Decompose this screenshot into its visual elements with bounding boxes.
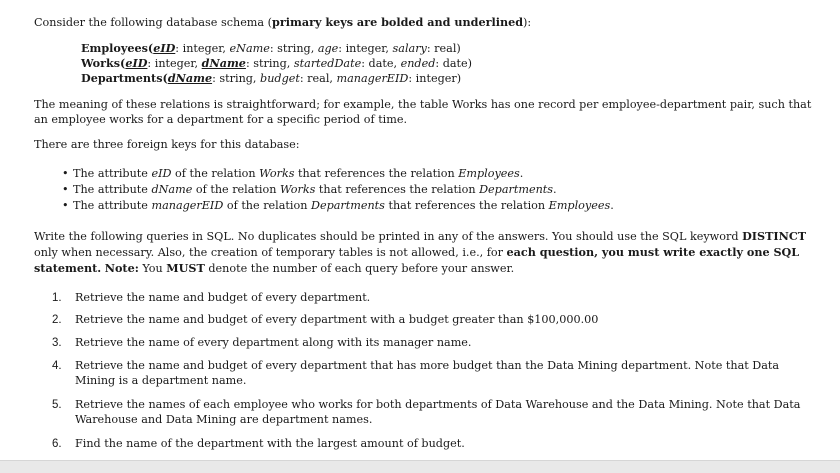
bullet-icon: • (62, 183, 69, 196)
question-number: 3. (52, 337, 62, 349)
attr-type: : real, (299, 72, 337, 85)
fk-relation: Departments (310, 199, 385, 212)
schema-intro (34, 15, 531, 31)
attr-name: ended (400, 57, 436, 70)
question-text: Retrieve the names of each employee who works for both departments of Data Warehouse and the Data Mining. Note that Data Warehouse and Data Mining are department names. (75, 398, 801, 426)
instr-bold: DISTINCT (742, 229, 807, 243)
question-text: Retrieve the name and budget of every department. (75, 291, 371, 304)
fk-attr: eID (151, 167, 172, 180)
relation-name: Employees( (81, 41, 154, 55)
question-text: Retrieve the name and budget of every department that has more budget than the Data Mining department. Note that Data Mining is a department name. (75, 359, 780, 387)
question-number: 1. (52, 292, 62, 304)
attr-type: : date, (361, 57, 401, 70)
relation-name: Departments( (81, 71, 168, 85)
schema-employees (81, 41, 461, 57)
relation-name: Works( (81, 56, 126, 70)
attr-name: age (317, 42, 339, 55)
primary-key: eID (153, 41, 176, 55)
foreign-key-item (62, 167, 523, 182)
primary-key: dName (201, 56, 246, 70)
schema-works (81, 56, 472, 72)
attr-type: : integer, (338, 42, 393, 55)
instr-text: Write the following queries in SQL. No duplicates should be printed in any of the answers. You should use the SQL keyword (34, 230, 743, 243)
fk-target: Employees (458, 167, 520, 180)
question-text: Retrieve the name of every department along with its manager name. (75, 336, 472, 349)
foreign-key-item (62, 183, 557, 198)
question-text: Find the name of the department with the largest amount of budget. (75, 437, 465, 450)
question-number: 6. (52, 438, 62, 450)
instr-bold: each question, you must write exactly one SQL statement. (34, 244, 800, 275)
fk-target: Departments (479, 183, 554, 196)
instr-bold: Note: (104, 260, 139, 275)
meaning-paragraph: The meaning of these relations is straightforward; for example, the table Works has one record per employee-department pair, such that an employee works for a department for a specific period of time. (34, 98, 812, 126)
attr-type: : integer, (175, 42, 230, 55)
instr-text: denote the number of each query before your answer. (204, 261, 515, 275)
fk-relation: Works (280, 183, 316, 196)
attr-type: : string, (212, 72, 261, 85)
attr-type: : integer) (408, 72, 462, 85)
fk-text: . (519, 167, 524, 180)
instr-bold: MUST (166, 260, 205, 275)
bullet-icon: • (62, 167, 69, 180)
question-number: 2. (52, 314, 62, 326)
instr-text: only when necessary. Also, the creation of temporary tables is not allowed, i.e., for (34, 245, 507, 259)
fk-text: of the relation (192, 183, 280, 196)
fk-attr: managerEID (151, 199, 224, 212)
fk-text: . (610, 199, 614, 212)
attr-type: : integer, (147, 57, 202, 70)
fk-text: that references the relation (384, 199, 549, 212)
instructions-paragraph (34, 229, 824, 276)
attr-type: : string, (269, 42, 318, 55)
fk-text: of the relation (223, 199, 311, 212)
bullet-icon: • (62, 199, 69, 212)
attr-name: managerEID (336, 72, 409, 85)
question-text: Retrieve the name and budget of every department with a budget greater than $100,000.00 (75, 313, 599, 326)
question-number: 4. (52, 360, 62, 372)
intro-text: Consider the following database schema ( (34, 16, 273, 29)
attr-type: : string, (245, 57, 294, 70)
foreign-keys-intro: There are three foreign keys for this database: (34, 138, 300, 151)
fk-text: of the relation (171, 167, 260, 180)
attr-type: : real) (426, 42, 461, 55)
intro-text-end: ): (523, 16, 532, 29)
fk-text: that references the relation (294, 167, 459, 180)
primary-key: eID (125, 56, 148, 70)
fk-text: that references the relation (315, 183, 480, 196)
fk-text: . (553, 183, 557, 196)
fk-text: The attribute (73, 183, 152, 196)
question-number: 5. (52, 399, 62, 411)
schema-departments (81, 71, 461, 87)
attr-type: : date) (435, 57, 473, 70)
attr-name: eName (229, 42, 270, 55)
instr-text: You (138, 261, 167, 275)
attr-name: startedDate (293, 57, 362, 70)
intro-bold-text: primary keys are bolded and underlined (272, 15, 524, 29)
fk-text: The attribute (73, 167, 152, 180)
fk-relation: Works (259, 167, 295, 180)
fk-target: Employees (548, 199, 611, 212)
foreign-key-item (62, 199, 614, 214)
attr-name: salary (392, 42, 427, 55)
attr-name: budget (260, 72, 300, 85)
fk-text: The attribute (73, 199, 152, 212)
bottom-scroll-region (0, 460, 840, 473)
primary-key: dName (167, 71, 213, 85)
fk-attr: dName (151, 183, 193, 196)
